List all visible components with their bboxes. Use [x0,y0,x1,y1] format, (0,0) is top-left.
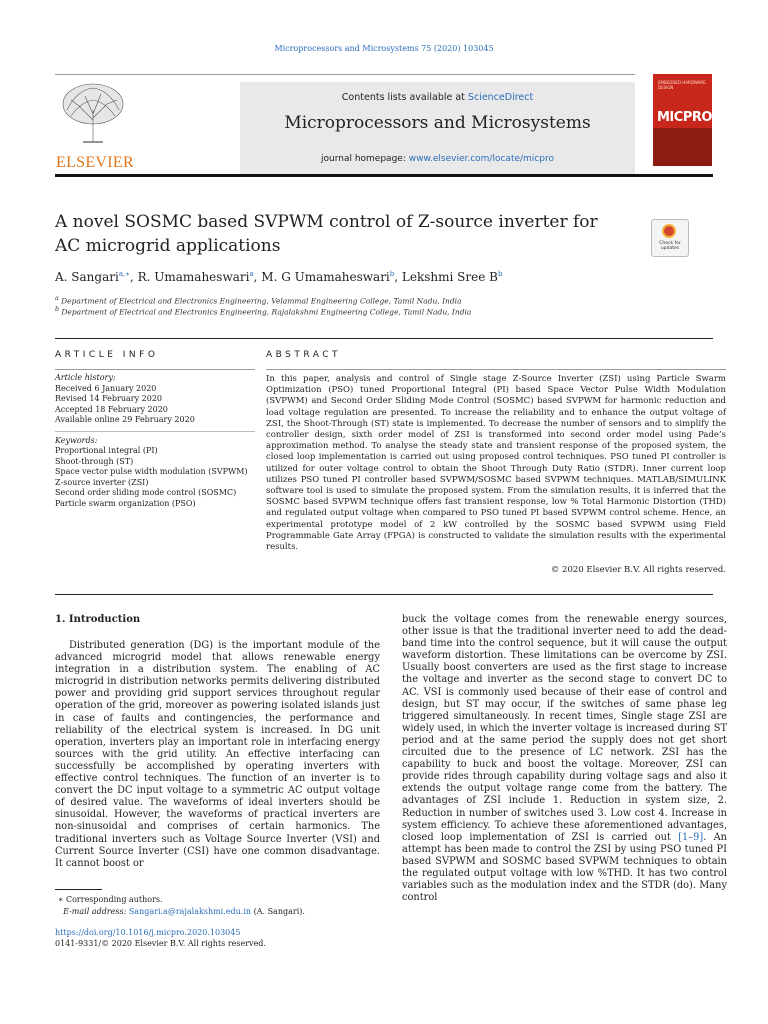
author-affiliation-mark[interactable]: a,∗ [118,270,130,278]
keyword: Particle swarm organization (PSO) [55,498,196,508]
publisher-logo[interactable] [55,80,134,174]
author-affiliation-mark[interactable]: a [249,270,254,278]
footnote-rule [55,889,102,890]
homepage-prefix: journal homepage: [321,154,409,164]
body-column-left: Distributed generation (DG) is the important module of the advanced microgrid model that allows renewable energy integration in a distribution system. The enabling of AC microgrid in distribution networks permits delivering distributed power and providing grid support services throughout regular operation of the grid, moreover as powering isolated islands just in case of faults and contingencies, the performance and reliability of the electrical system is increased. In DG unit operation, inverters play an important role in interfacing energy sources with the grid utility. An effective interfacing can successfully be accomplished by operating inverters with effective control techniques. The function of an inverter is to convert the DC input voltage to a symmetric AC output voltage of desired value. The waveforms of ideal inverters should be sinusoidal. However, the waveforms of practical inverters are non-sinusoidal and comprises of certain harmonics. The traditional inverters such as Voltage Source Inverter (VSI) and Current Source Inverter (CSI) have one common disadvantage. It cannot boost or [55,640,380,869]
history-entry: Received 6 January 2020 [55,383,157,393]
email-owner: (A. Sangari). [253,907,305,916]
section-rule [55,338,713,339]
check-updates-icon [662,224,676,238]
affiliation [55,295,462,306]
author-name: R. Umamaheswari [137,270,250,284]
history-entry: Revised 14 February 2020 [55,394,163,403]
sciencedirect-link[interactable]: ScienceDirect [467,92,534,103]
affiliation [55,306,471,317]
email-label: E-mail address: [63,907,127,916]
history-entry: Accepted 18 February 2020 [55,404,168,414]
keyword: Proportional integral (PI) [55,446,158,455]
body-column-right [402,614,727,904]
check-for-updates-badge[interactable] [651,219,689,257]
homepage-line [240,154,635,164]
introduction-heading: 1. Introduction [55,614,141,625]
keyword: Shoot-through (ST) [55,456,134,466]
abstract-heading: ABSTRACT [266,350,342,360]
keyword: Space vector pulse width modulation (SVPWM) [55,467,248,476]
check-updates-label [652,241,688,251]
info-separator [55,431,255,432]
contents-prefix: Contents lists available at [341,92,468,103]
author-affiliation-mark[interactable]: b [389,270,395,278]
author-affiliation-mark[interactable]: b [497,270,503,278]
elsevier-tree-icon [57,80,129,144]
author-list: A. Sangari$^{a,∗}$, R. Umamaheswari$^a$, M. G Umamaheswari$^b$, Lekshmi Sree $B^b$ [55,270,503,284]
keywords-label: Keywords: [55,435,98,445]
journal-info-box [240,82,635,174]
cover-subtitle: EMBEDDED HARDWARE DESIGN [658,80,706,90]
journal-header [55,74,713,174]
keyword: Second order sliding mode control (SOSMC) [55,488,237,497]
affiliation-mark: a [55,295,59,302]
affiliation-text: Department of Electrical and Electronics Engineering, Velammal Engineering College, Tamil Nadu, India [61,296,462,306]
citation-link[interactable]: [1–9] [678,831,704,843]
history-label: Article history: [55,373,116,382]
check-updates-line2: updates [660,246,680,251]
issn-line: 0141-9331/© 2020 Elsevier B.V. All rights reserved. [55,939,266,948]
journal-cover-image[interactable] [653,74,712,166]
affiliation-mark: b [55,306,60,313]
author-name: Lekshmi Sree B [401,270,498,284]
cover-strip [653,128,712,166]
body-text: buck the voltage comes from the renewable energy sources, other issue is that the traditional inverter need to add the dead-band time into the control sequence, but it will cause the output waveform distortion. These limitations can be overcome by ZSI. Usually boost converters are used as the first stage to increase the voltage and inverter as the second stage to convert DC to AC. VSI is commonly used because of their ease of control and design, but ST may occur, if the switches of same phase leg triggered simultaneously. In recent times, Single stage ZSI are widely used, in which the inverter voltage is increased during ST period and at the same period the supply does not get short circuited due to the presence of LC network. ZSI has the capability to buck and boost the voltage. Moreover, ZSI can provide rides through capability during voltage sags and also it extends the output voltage range come from the battery. The advantages of ZSI include 1. Reduction in system size, 2. Reduction in number of switches used 3. Low cost 4. Increase in system efficiency. To achieve these aforementioned advantages, closed loop implementation of ZSI is carried out [402,614,727,843]
article-title: A novel SOSMC based SVPWM control of Z-source inverter for AC microgrid applications [55,212,598,256]
article-info-column [55,373,255,509]
author-name: M. G Umamaheswari [261,270,390,284]
body-text: . An attempt has been made to control the ZSI by using PSO tuned PI based SVPWM and SOSMC based SVPWM techniques to obtain the regulated output voltage with low %THD. It has two control variables such as the modulation index and the STDR (do). Many control [402,831,727,904]
cover-title: MICPRO [657,110,712,125]
keyword: Z-source inverter (ZSI) [55,477,149,487]
journal-name: Microprocessors and Microsystems [284,113,591,133]
journal-reference-link[interactable]: Microprocessors and Microsystems 75 (2020) 103045 [274,44,494,53]
header-bottom-rule [55,174,713,177]
article-info-rule [55,369,255,370]
abstract-copyright: © 2020 Elsevier B.V. All rights reserved. [550,565,726,575]
email-line [58,906,305,918]
footnote [58,894,305,918]
corresponding-note: ∗ Corresponding authors. [58,895,163,904]
homepage-link[interactable]: www.elsevier.com/locate/micpro [408,154,554,164]
body-rule [55,594,713,595]
abstract-text: In this paper, analysis and control of Single stage Z-Source Inverter (ZSI) using Particle Swarm Optimization (PSO) tuned Proportional Integral (PI) based Space Vector Pulse Width Modulation (SVPWM) and Second Order Sliding Mode Control (SOSMC) based SVPWM for harmonic reduction and load voltage regulation are presented. To increase the reliability and to enhance the output voltage of ZSI, the Shoot-Through (ST) state is implemented. To decrease the number of sensors and to simplify the controller design, sixth order model of ZSI is transformed into second order model using Pade’s approximation method. To analyse the steady state and transient response of the proposed system, the closed loop implementation is carried out using proposed control techniques. PSO tuned PI controller is utilized for outer voltage control to obtain the Shoot Through Duty Ratio (STDR). Inner current loop utilizes PSO tuned PI controller based SVPWM/SOSMC based SVPWM techniques. MATLAB/SIMULINK software tool is used to simulate the proposed system. From the simulation results, it is inferred that the SOSMC based SVPWM technique offers fast transient response, low % Total Harmonic Distortion (THD) and regulated output voltage when compared to PSO tuned PI based SVPWM control scheme. Hence, an experimental prototype model of 2 kW controlled by the SOSMC based SVPWM using Field Programmable Gate Array (FPGA) is constructed to validate the simulation results with the experimental results. [266,374,726,553]
publisher-name: ELSEVIER [56,154,134,171]
check-updates-line1: Check for [659,241,681,246]
corresponding-text: Corresponding authors. [65,895,163,904]
email-link[interactable]: Sangari.a@rajalakshmi.edu.in [128,907,252,916]
article-info-heading: ARTICLE INFO [55,350,159,360]
doi-link[interactable]: https://doi.org/10.1016/j.micpro.2020.103045 [55,928,241,937]
abstract-rule [266,369,726,370]
author-name: A. Sangari [55,270,119,284]
header-top-rule [55,74,635,75]
history-entry: Available online 29 February 2020 [55,415,195,424]
contents-line [240,92,635,103]
affiliation-text: Department of Electrical and Electronics Engineering, Rajalakshmi Engineering College, Tamil Nadu, India [61,307,472,317]
